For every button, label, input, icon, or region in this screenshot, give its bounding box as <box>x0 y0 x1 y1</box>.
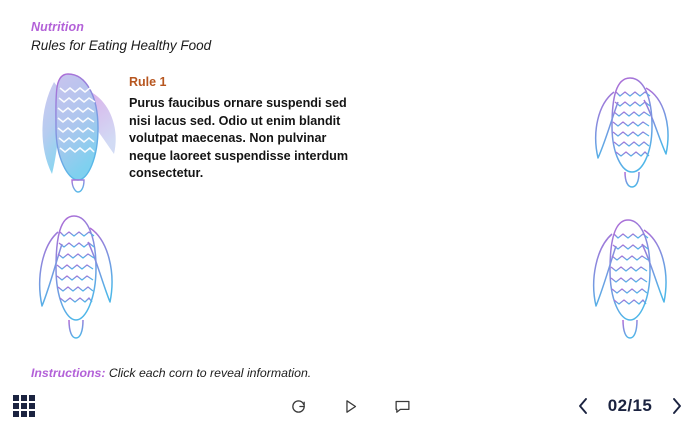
grid-menu-icon[interactable] <box>13 395 37 419</box>
chevron-right-icon[interactable] <box>668 394 686 418</box>
chevron-left-icon[interactable] <box>574 394 592 418</box>
player-footer <box>0 386 700 430</box>
instructions-text: Click each corn to reveal information. <box>108 366 312 380</box>
page-count: 02/15 <box>607 396 653 415</box>
pager <box>574 394 686 418</box>
instructions-label: Instructions: <box>31 366 106 380</box>
instructions <box>31 366 311 380</box>
comment-icon[interactable] <box>389 393 415 419</box>
play-icon[interactable] <box>337 393 363 419</box>
rule-title: Rule 1 <box>129 75 167 89</box>
corn-illustration-3[interactable] <box>30 208 122 348</box>
corn-illustration-4[interactable] <box>584 212 676 348</box>
playback-controls <box>285 393 415 419</box>
page-title: Rules for Eating Healthy Food <box>31 38 212 53</box>
replay-icon[interactable] <box>285 393 311 419</box>
corn-illustration-1[interactable] <box>24 62 136 194</box>
rule-body: Purus faucibus ornare suspendi sed nisi lacus sed. Odio ut enim blandit volutpat maecenas. Non pulvinar neque laoreet suspendisse interdum consectetur. <box>129 96 349 181</box>
corn-illustration-2[interactable] <box>584 70 676 190</box>
page-kicker: Nutrition <box>31 20 84 34</box>
